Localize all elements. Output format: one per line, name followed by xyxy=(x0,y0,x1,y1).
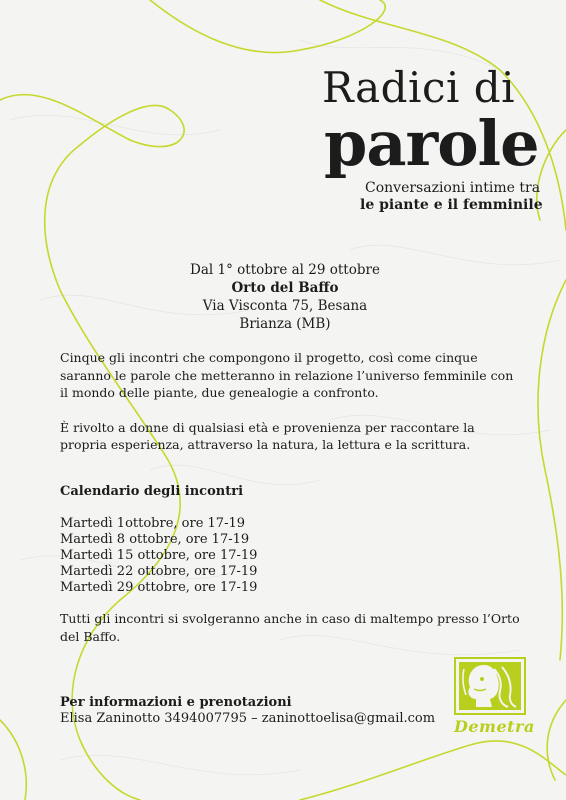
description xyxy=(60,349,520,471)
description-paragraph-1: Cinque gli incontri che compongono il progetto, così come cinque saranno le parole che metteranno in relazione l’universo femminile con il mondo delle piante, due genealogie a confronto. xyxy=(60,350,514,400)
calendar-list xyxy=(60,516,257,596)
subtitle-line-2: le piante e il femminile xyxy=(360,197,543,213)
closing-note: Tutti gli incontri si svolgeranno anche in caso di maltempo presso l’Orto del Baffo. xyxy=(60,611,520,644)
calendar-item: Martedì 22 ottobre, ore 17-19 xyxy=(60,564,258,579)
title-line-2: parole xyxy=(324,107,539,180)
event-dates: Dal 1° ottobre al 29 ottobre xyxy=(190,262,380,278)
contact-details: Elisa Zaninotto 3494007795 – zaninottoelisa@gmail.com xyxy=(60,711,436,726)
demetra-logo-text: Demetra xyxy=(454,717,535,736)
event-venue: Orto del Baffo xyxy=(231,280,339,296)
title-line-1: Radici di xyxy=(322,63,516,112)
calendar-item: Martedì 29 ottobre, ore 17-19 xyxy=(60,580,258,595)
description-paragraph-2: È rivolto a donne di qualsiasi età e provenienza per raccontare la propria esperienza, attraverso la natura, la lettura e la scrittura. xyxy=(60,419,475,452)
event-info xyxy=(175,261,395,333)
demetra-logo xyxy=(454,657,535,736)
calendar-item: Martedì 15 ottobre, ore 17-19 xyxy=(60,548,258,563)
calendar-item: Martedì 1ottobre, ore 17-19 xyxy=(60,516,246,531)
subtitle-line-1: Conversazioni intime tra xyxy=(365,180,541,196)
demetra-logo-icon xyxy=(454,657,526,715)
calendar-title: Calendario degli incontri xyxy=(60,484,244,499)
contact-title: Per informazioni e prenotazioni xyxy=(60,695,292,710)
event-address: Via Visconta 75, Besana Brianza (MB) xyxy=(202,298,368,332)
calendar-item: Martedì 8 ottobre, ore 17-19 xyxy=(60,532,250,547)
